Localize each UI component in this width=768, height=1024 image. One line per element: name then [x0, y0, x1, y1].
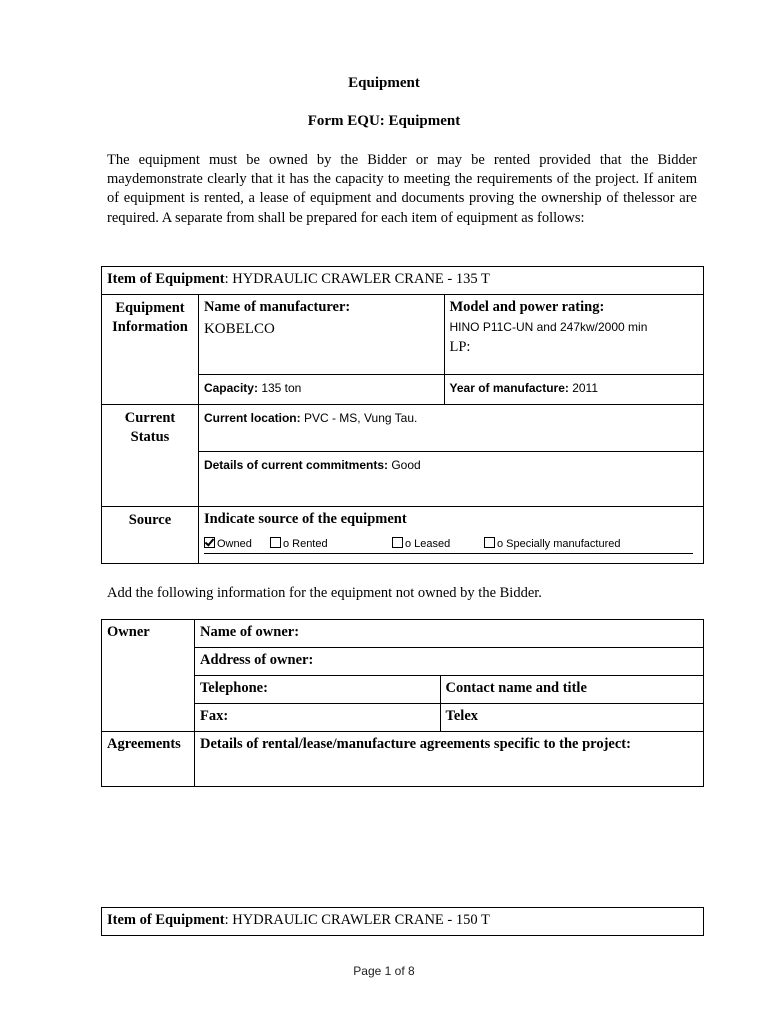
equipment-information-label: Equipment Information: [102, 295, 199, 405]
item-value: : HYDRAULIC CRAWLER CRANE - 135 T: [224, 271, 490, 287]
item-label-2: Item of Equipment: [107, 912, 225, 928]
page-footer: Page 1 of 8: [353, 964, 415, 978]
fax-cell: Fax:: [194, 704, 440, 732]
owner-table: [101, 619, 704, 787]
contact-cell: Contact name and title: [440, 676, 703, 704]
telex-cell: Telex: [440, 704, 703, 732]
capacity-label: Capacity:: [203, 381, 258, 395]
year-cell: [444, 375, 704, 405]
checkbox-icon[interactable]: [484, 537, 495, 548]
commitments-value: Good: [388, 458, 421, 472]
manufacturer-value: KOBELCO: [203, 321, 275, 337]
intro-paragraph: The equipment must be owned by the Bidder or may be rented provided that the Bidder maydemonstrate clearly that it has the capacity to meeting the requirements of the project. If anitem of equipment is rented, a lease of equipment and documents proving the ownership of thelessor are required. A separate from shall be prepared for each item of equipment as follows:: [107, 152, 697, 226]
telephone-cell: Telephone:: [194, 676, 440, 704]
item-of-equipment-row-2: [102, 908, 704, 936]
year-value: 2011: [568, 381, 599, 395]
source-option-owned[interactable]: Owned: [204, 537, 266, 550]
source-cell: [198, 507, 703, 564]
current-status-label: Current Status: [102, 405, 199, 507]
commitments-label: Details of current commitments:: [203, 458, 388, 472]
page-heading: Equipment: [348, 75, 420, 91]
owner-address-cell: Address of owner:: [194, 648, 703, 676]
location-value: PVC - MS, Vung Tau.: [300, 411, 418, 425]
source-options: [204, 534, 693, 554]
checkbox-icon[interactable]: [270, 537, 281, 548]
checkbox-icon[interactable]: [392, 537, 403, 548]
agreements-label: Agreements: [102, 732, 195, 787]
source-option-specially-manufactured[interactable]: o Specially manufactured: [484, 537, 621, 550]
manufacturer-cell: [198, 295, 444, 375]
capacity-cell: [198, 375, 444, 405]
manufacturer-label: Name of manufacturer:: [203, 299, 351, 315]
location-label: Current location:: [203, 411, 301, 425]
year-label: Year of manufacture:: [449, 381, 569, 395]
agreements-cell: Details of rental/lease/manufacture agreements specific to the project:: [194, 732, 703, 787]
item-value-2: : HYDRAULIC CRAWLER CRANE - 150 T: [224, 912, 490, 928]
commitments-cell: [198, 452, 703, 507]
equipment-table: [101, 266, 704, 564]
capacity-value: 135 ton: [257, 381, 302, 395]
item-of-equipment-row: [102, 267, 704, 295]
checked-checkbox-icon[interactable]: [204, 537, 215, 548]
equipment-table-2: [101, 907, 704, 936]
add-info-text: Add the following information for the equipment not owned by the Bidder.: [107, 585, 542, 601]
model-label: Model and power rating:: [449, 299, 605, 315]
source-label: Source: [102, 507, 199, 564]
form-title: Form EQU: Equipment: [307, 113, 461, 129]
model-value: HINO P11C-UN and 247kw/2000 min: [449, 320, 648, 334]
model-extra: LP:: [449, 339, 471, 355]
source-title: Indicate source of the equipment: [203, 511, 407, 527]
owner-name-cell: Name of owner:: [194, 620, 703, 648]
source-option-leased[interactable]: o Leased: [392, 537, 480, 550]
owner-label: Owner: [102, 620, 195, 732]
item-label: Item of Equipment: [107, 271, 225, 287]
location-cell: [198, 405, 703, 452]
model-cell: [444, 295, 704, 375]
source-option-rented[interactable]: o Rented: [270, 537, 388, 550]
